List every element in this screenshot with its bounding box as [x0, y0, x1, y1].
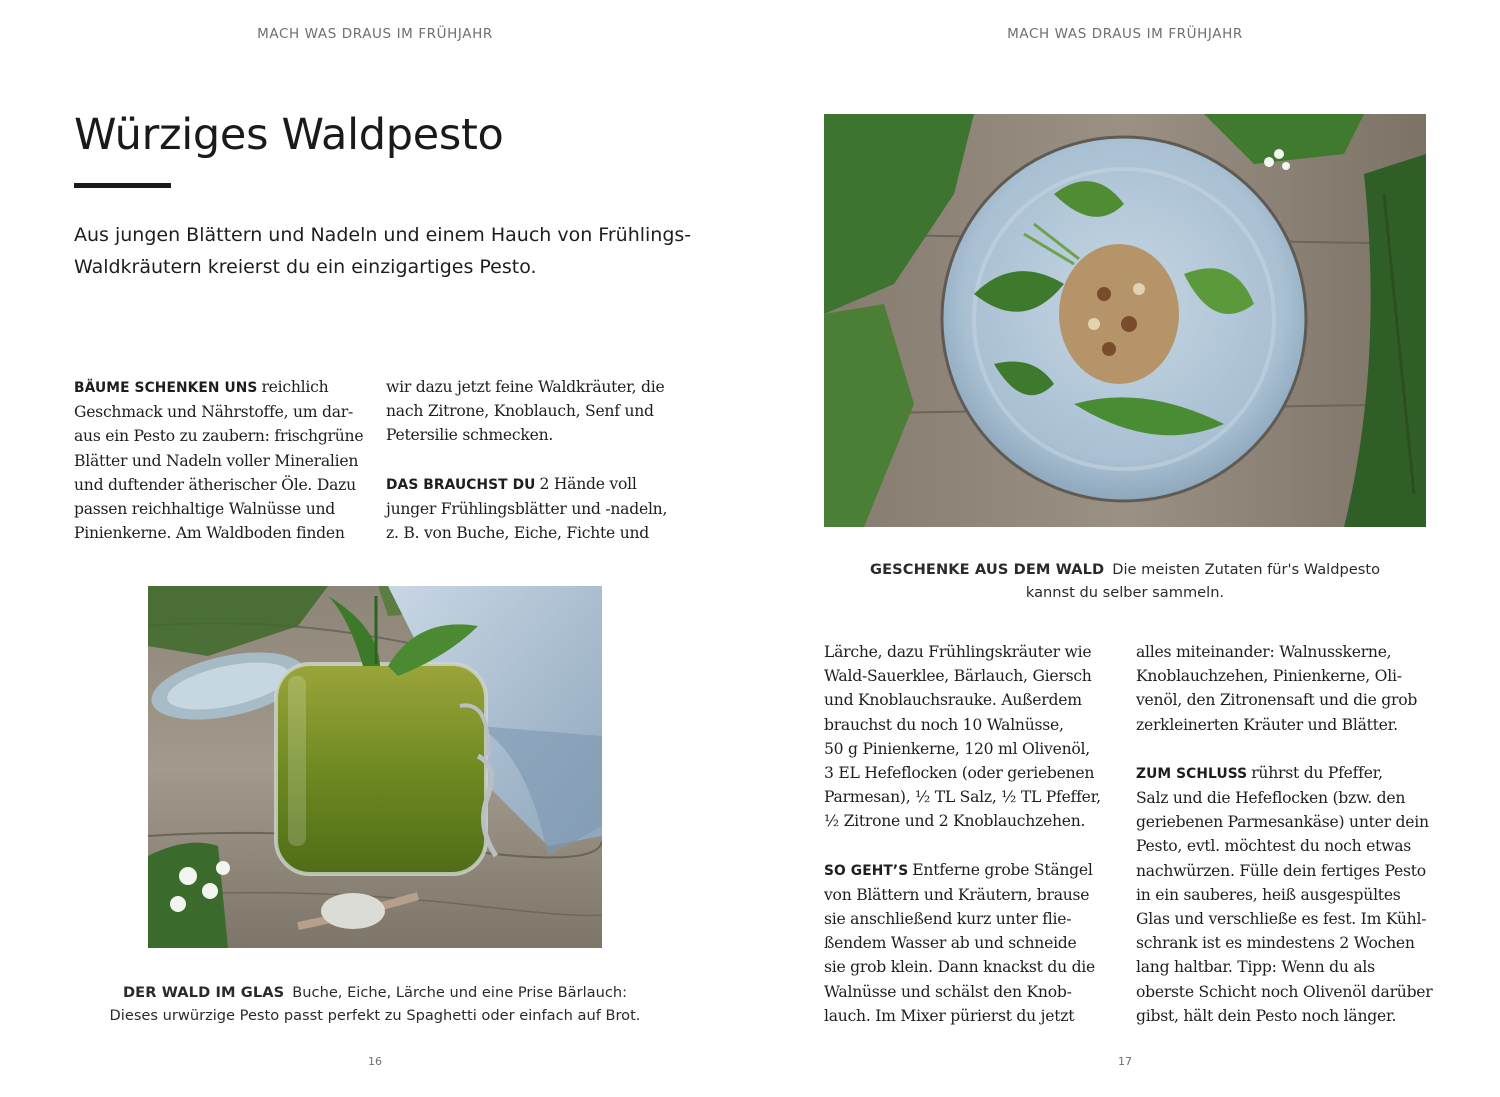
paragraph-first-line: BÄUME SCHENKEN UNS reichlich	[74, 378, 329, 396]
text-line: lauch. Im Mixer pürierst du jetzt	[824, 1006, 1075, 1025]
photo-caption: DER WALD IM GLAS Buche, Eiche, Lärche und eine Prise Bärlauch: Dieses urwürzige Pesto passt perfekt zu Spaghetti oder einfach auf Brot.	[109, 984, 641, 1024]
paragraph-keyword: ZUM SCHLUSS	[1136, 765, 1248, 782]
text-line: und duftender ätherischer Öle. Dazu	[74, 475, 356, 494]
running-head: MACH WAS DRAUS IM FRÜHJAHR	[257, 26, 493, 42]
text-line: wir dazu jetzt feine Waldkräuter, die	[386, 378, 665, 396]
title-underline	[74, 183, 171, 188]
text-line: in ein sauberes, heiß ausgespültes	[1136, 885, 1401, 904]
text-line: Geschmack und Nährstoffe, um dar-	[74, 403, 354, 422]
text-line: sie grob klein. Dann knackst du die	[824, 958, 1096, 977]
text-line: zerkleinerten Kräuter und Blätter.	[1136, 715, 1398, 734]
paragraph-keyword: SO GEHT’S	[824, 862, 909, 879]
paragraph-first-line: ZUM SCHLUSS rührst du Pfeffer,	[1136, 763, 1383, 782]
text-line: Pesto, evtl. möchtest du noch etwas	[1136, 837, 1412, 856]
body-column-4	[1136, 640, 1436, 1028]
text-line: nachwürzen. Fülle dein fertiges Pesto	[1136, 861, 1426, 880]
forest-ingredients-photo	[824, 114, 1426, 527]
text-line: z. B. von Buche, Eiche, Fichte und	[386, 524, 650, 543]
text-line: Knoblauchzehen, Pinienkerne, Oli-	[1136, 667, 1402, 686]
text-line: junger Frühlingsblätter und -nadeln,	[386, 499, 668, 518]
text-line: lang haltbar. Tipp: Wenn du als	[1136, 958, 1375, 977]
running-head: MACH WAS DRAUS IM FRÜHJAHR	[1007, 26, 1243, 42]
pesto-jar-photo	[148, 586, 602, 948]
text-line: venöl, den Zitronensaft und die grob	[1136, 691, 1418, 710]
text-line: Wald-Sauerklee, Bärlauch, Giersch	[824, 667, 1092, 686]
text-line: 50 g Pinienkerne, 120 ml Olivenöl,	[824, 739, 1090, 758]
right-page	[750, 0, 1500, 1097]
text-line: Lärche, dazu Frühlingskräuter wie	[824, 643, 1092, 661]
text-line: alles miteinander: Walnusskerne,	[1136, 643, 1392, 661]
text-line: Glas und verschließe es fest. Im Kühl-	[1136, 910, 1427, 929]
page-number: 17	[1118, 1055, 1132, 1068]
text-line: sie anschließend kurz unter flie-	[824, 910, 1072, 929]
text-line: geriebenen Parmesankäse) unter dein	[1136, 813, 1429, 832]
text-line: aus ein Pesto zu zaubern: frischgrüne	[74, 427, 364, 446]
text-line: 3 EL Hefeflocken (oder geriebenen	[824, 764, 1095, 783]
text-line: Pinienkerne. Am Waldboden finden	[74, 524, 345, 543]
paragraph-first-line: SO GEHT’S Entferne grobe Stängel	[824, 860, 1093, 879]
text-line: Blätter und Nadeln voller Mineralien	[74, 451, 359, 470]
text-line: Parmesan), ½ TL Salz, ½ TL Pfeffer,	[824, 788, 1101, 807]
photo-caption: GESCHENKE AUS DEM WALD Die meisten Zutaten für's Waldpesto kannst du selber sammeln.	[870, 561, 1380, 601]
text-line: nach Zitrone, Knoblauch, Senf und	[386, 402, 654, 421]
caption-keyword: GESCHENKE AUS DEM WALD	[870, 561, 1105, 578]
text-line: ½ Zitrone und 2 Knoblauchzehen.	[824, 812, 1086, 831]
body-column-3	[824, 640, 1124, 1028]
body-column-2	[386, 375, 686, 545]
text-line: oberste Schicht noch Olivenöl darüber	[1136, 982, 1433, 1001]
paragraph-keyword: DAS BRAUCHST DU	[386, 476, 536, 493]
text-line: brauchst du noch 10 Walnüsse,	[824, 715, 1064, 734]
lead-paragraph: Aus jungen Blättern und Nadeln und einem Hauch von Frühlings-Waldkräutern kreierst du ein einzigartiges Pesto.	[74, 224, 692, 278]
text-line: Petersilie schmecken.	[386, 426, 554, 445]
page-title: Würziges Waldpesto	[74, 110, 504, 160]
text-line: schrank ist es mindestens 2 Wochen	[1136, 934, 1415, 953]
paragraph-first-line: DAS BRAUCHST DU 2 Hände voll	[386, 474, 637, 493]
text-line: passen reichhaltige Walnüsse und	[74, 500, 336, 519]
text-line: gibst, hält dein Pesto noch länger.	[1136, 1006, 1397, 1025]
page-number: 16	[368, 1055, 382, 1068]
text-line: von Blättern und Kräutern, brause	[824, 885, 1090, 904]
text-line: und Knoblauchsrauke. Außerdem	[824, 691, 1082, 710]
text-line: Salz und die Hefeflocken (bzw. den	[1136, 789, 1406, 808]
text-line: Walnüsse und schälst den Knob-	[824, 982, 1072, 1001]
paragraph-keyword: BÄUME SCHENKEN UNS	[74, 380, 258, 396]
body-column-1	[74, 375, 374, 545]
caption-keyword: DER WALD IM GLAS	[122, 984, 285, 1001]
text-line: ßendem Wasser ab und schneide	[824, 934, 1077, 953]
